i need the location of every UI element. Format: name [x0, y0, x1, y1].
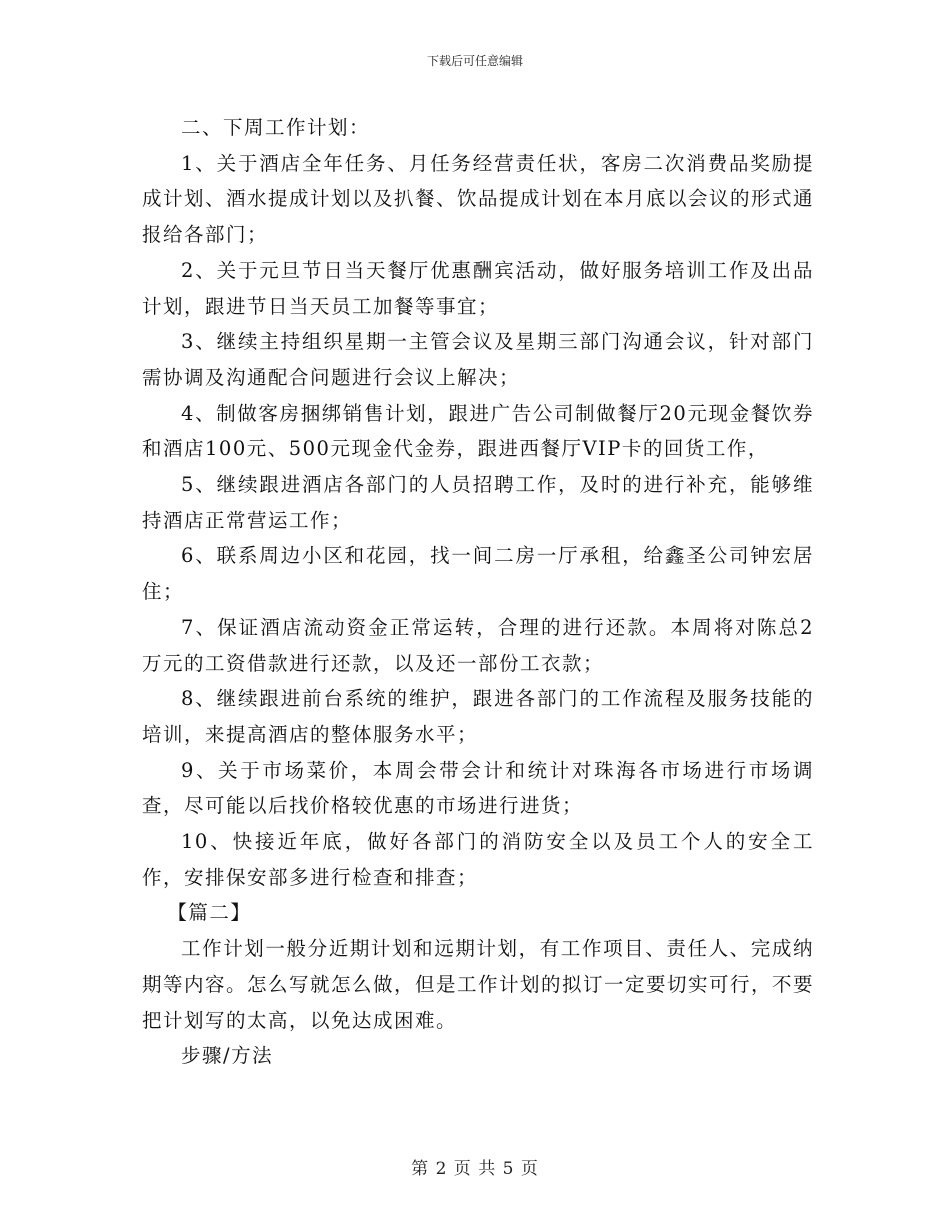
plan-item-7: 7、保证酒店流动资金正常运转，合理的进行还款。本周将对陈总2万元的工资借款进行还款，以及还一部份工衣款； — [142, 615, 814, 675]
intro-paragraph: 工作计划一般分近期计划和远期计划，有工作项目、责任人、完成纳期等内容。怎么写就怎么做，但是工作计划的拟订一定要切实可行，不要把计划写的太高，以免达成困难。 — [142, 937, 815, 1032]
plan-item-10: 10、快接近年底，做好各部门的消防安全以及员工个人的安全工作，安排保安部多进行检查和排查； — [142, 830, 814, 889]
steps-methods-heading: 步骤/方法 — [181, 1044, 274, 1068]
plan-item-5: 5、继续跟进酒店各部门的人员招聘工作，及时的进行补充，能够维持酒店正常营运工作； — [142, 473, 814, 532]
section-heading-part-two: 【篇二】 — [167, 901, 252, 925]
plan-item-4: 4、制做客房捆绑销售计划，跟进广告公司制做餐厅20元现金餐饮券和酒店100元、500元现金代金券，跟进西餐厅VIP卡的回货工作， — [142, 401, 814, 461]
plan-item-9: 9、关于市场菜价，本周会带会计和统计对珠海各市场进行市场调查，尽可能以后找价格较优惠的市场进行进货； — [142, 758, 814, 818]
page-footer: 第 2 页 共 5 页 — [411, 1159, 539, 1179]
plan-item-6: 6、联系周边小区和花园，找一间二房一厅承租，给鑫圣公司钟宏居住； — [142, 544, 814, 604]
plan-item-3: 3、继续主持组织星期一主管会议及星期三部门沟通会议，针对部门需协调及沟通配合问题进行会议上解决； — [142, 330, 814, 389]
plan-item-2: 2、关于元旦节日当天餐厅优惠酬宾活动，做好服务培训工作及出品计划，跟进节日当天员工加餐等事宜； — [142, 258, 814, 318]
plan-item-8: 8、继续跟进前台系统的维护，跟进各部门的工作流程及服务技能的培训，来提高酒店的整体服务水平； — [142, 687, 814, 746]
page-header: 下载后可任意编辑 — [426, 54, 523, 68]
section-heading-next-week-plan: 二、下周工作计划： — [181, 116, 371, 139]
plan-item-1: 1、关于酒店全年任务、月任务经营责任状，客房二次消费品奖励提成计划、酒水提成计划以及扒餐、饮品提成计划在本月底以会议的形式通报给各部门； — [142, 151, 815, 247]
document-body — [142, 110, 814, 1074]
